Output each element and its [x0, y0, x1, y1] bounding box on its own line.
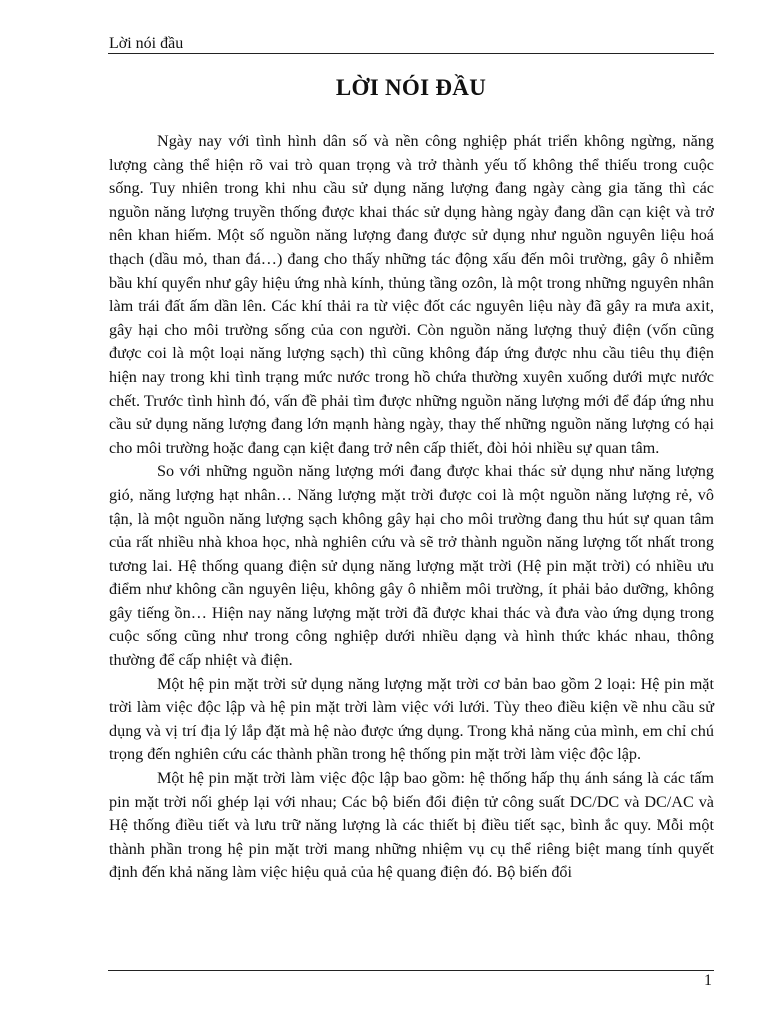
footer-divider — [108, 970, 714, 971]
paragraph-1: Ngày nay với tình hình dân số và nền công nghiệp phát triển không ngừng, năng lượng càng thể hiện rõ vai trò quan trọng và trở thành yếu tố không thể thiếu trong cuộc sống. Tuy nhiên trong khi nhu cầu sử dụng năng lượng đang ngày càng gia tăng thì các nguồn năng lượng truyền thống được khai thác sử dụng hàng ngày đang dần cạn kiệt và trở nên khan hiếm. Một số nguồn năng lượng đang được sử dụng như nguồn nguyên liệu hoá thạch (dầu mỏ, than đá…) đang cho thấy những tác động xấu đến môi trường, gây ô nhiễm bầu khí quyển như gây hiệu ứng nhà kính, thủng tầng ozôn, là một trong những nguyên nhân làm trái đất ấm dần lên. Các khí thải ra từ việc đốt các nguyên liệu này đã gây ra mưa axit, gây hại cho môi trường sống của con người. Còn nguồn năng lượng thuỷ điện (vốn cũng được coi là một loại năng lượng sạch) thì cũng không đáp ứng được nhu cầu tiêu thụ điện hiện nay trong khi tình trạng mức nước trong hồ chứa thường xuyên xuống dưới mực nước chết. Trước tình hình đó, vấn đề phải tìm được những nguồn năng lượng mới để đáp ứng nhu cầu sử dụng năng lượng đang lớn mạnh hàng ngày, thay thế những nguồn năng lượng có hại cho môi trường hoặc đang cạn kiệt đang trở nên cấp thiết, đòi hỏi nhiều sự quan tâm. — [109, 132, 714, 457]
document-body — [109, 130, 714, 885]
page-number: 1 — [704, 972, 712, 989]
running-header: Lời nói đầu — [109, 35, 184, 52]
paragraph-2: So với những nguồn năng lượng mới đang được khai thác sử dụng như năng lượng gió, năng lượng hạt nhân… Năng lượng mặt trời được coi là một nguồn năng lượng rẻ, vô tận, là một nguồn năng lượng sạch không gây hại cho môi trường đang thu hút sự quan tâm của rất nhiều nhà khoa học, nhà nghiên cứu và sẽ trở thành nguồn năng lượng tốt nhất trong tương lai. Hệ thống quang điện sử dụng năng lượng mặt trời (Hệ pin mặt trời) có nhiều ưu điểm như không cần nguyên liệu, không gây ô nhiễm môi trường, ít phải bảo dưỡng, không gây tiếng ồn… Hiện nay năng lượng mặt trời đã được khai thác và đưa vào ứng dụng trong cuộc sống cũng như trong công nghiệp dưới nhiều dạng và hình thức khác nhau, thông thường để cấp nhiệt và điện. — [109, 462, 714, 670]
paragraph-4: Một hệ pin mặt trời làm việc độc lập bao gồm: hệ thống hấp thụ ánh sáng là các tấm pin mặt trời nối ghép lại với nhau; Các bộ biến đổi điện tử công suất DC/DC và DC/AC và Hệ thống điều tiết và lưu trữ năng lượng là các thiết bị điều tiết sạc, bình ắc quy. Mỗi một thành phần trong hệ pin mặt trời mang những nhiệm vụ cụ thể riêng biệt mang tính quyết định đến khả năng làm việc hiệu quả của hệ quang điện đó. Bộ biến đổi — [109, 769, 714, 882]
paragraph-3: Một hệ pin mặt trời sử dụng năng lượng mặt trời cơ bản bao gồm 2 loại: Hệ pin mặt trời làm việc độc lập và hệ pin mặt trời làm việc với lưới. Tùy theo điều kiện về nhu cầu sử dụng và vị trí địa lý lắp đặt mà hệ nào được ứng dụng. Trong khả năng của mình, em chỉ chú trọng đến nghiên cứu các thành phần trong hệ thống pin mặt trời làm việc độc lập. — [109, 674, 714, 764]
header-divider — [108, 53, 714, 54]
page-title: LỜI NÓI ĐẦU — [335, 75, 487, 100]
